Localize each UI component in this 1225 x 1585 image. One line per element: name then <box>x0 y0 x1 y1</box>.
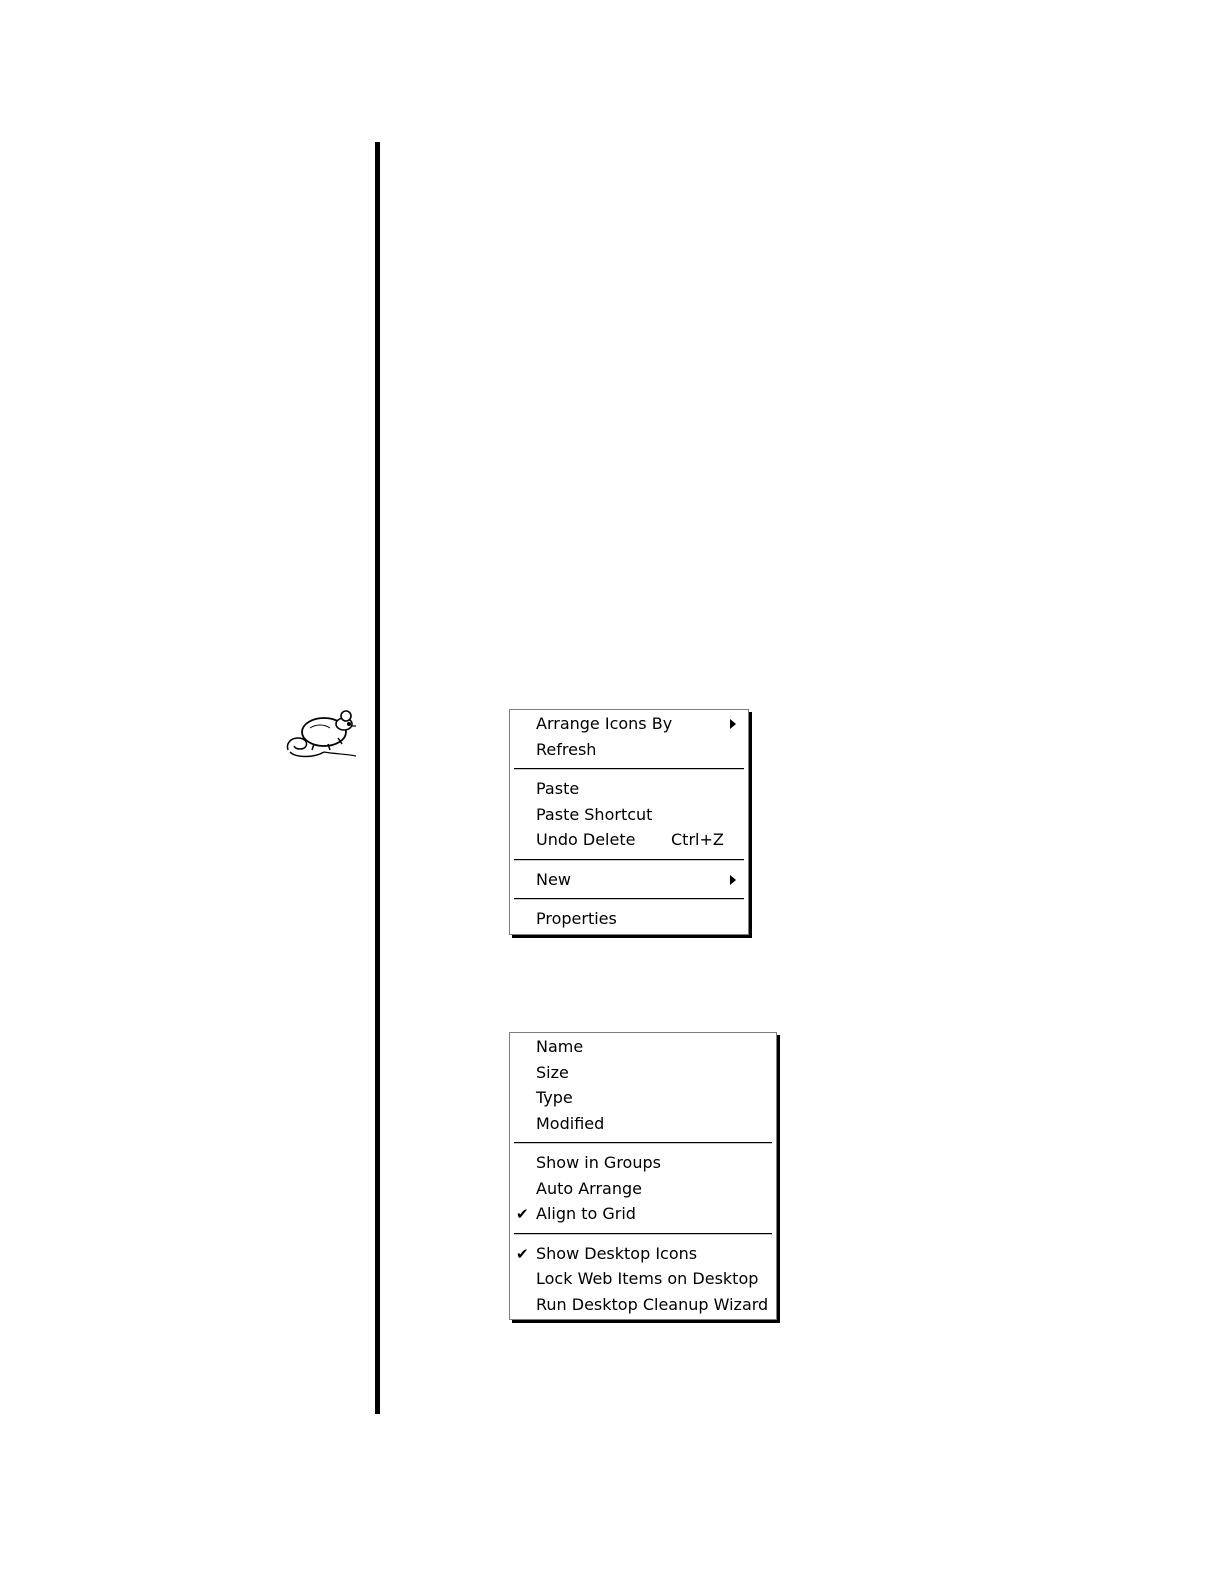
arrange-icons-submenu <box>509 1032 777 1320</box>
submenu-arrow-icon <box>730 875 736 885</box>
menu-item-show-in-groups[interactable]: Show in Groups <box>536 1153 661 1172</box>
menu-item-paste-shortcut[interactable]: Paste Shortcut <box>536 804 653 824</box>
menu-item-size[interactable]: Size <box>536 1062 569 1082</box>
menu-item-align-to-grid[interactable]: ✔ Align to Grid <box>510 1201 776 1227</box>
checkmark-icon: ✔ <box>516 1244 529 1263</box>
menu-separator <box>514 859 744 861</box>
menu-item-auto-arrange[interactable]: Auto Arrange <box>536 1178 642 1198</box>
menu-item-run-desktop-cleanup-wizard[interactable]: Run Desktop Cleanup Wizard <box>536 1294 769 1314</box>
menu-separator <box>514 768 744 770</box>
menu-separator <box>514 1142 772 1144</box>
submenu-arrow-icon <box>730 719 736 729</box>
menu-item-modified[interactable]: Modified <box>536 1113 605 1133</box>
menu-separator <box>514 898 744 900</box>
menu-item-name[interactable]: Name <box>536 1037 584 1056</box>
menu-separator <box>514 1233 772 1235</box>
menu-item-refresh[interactable]: Refresh <box>536 739 597 759</box>
desktop-context-menu <box>509 709 749 935</box>
menu-item-new[interactable]: New <box>510 867 748 893</box>
menu-item-show-desktop-icons[interactable]: ✔ Show Desktop Icons <box>510 1241 776 1267</box>
menu-item-arrange-icons-by[interactable]: Arrange Icons By <box>510 711 748 737</box>
margin-rule <box>375 142 380 1414</box>
mouse-icon <box>284 704 358 762</box>
shortcut-label: Ctrl+Z <box>671 830 724 849</box>
menu-item-undo-delete[interactable]: Undo Delete Ctrl+Z <box>510 827 748 853</box>
menu-item-paste[interactable]: Paste <box>536 779 580 798</box>
checkmark-icon: ✔ <box>516 1205 529 1223</box>
menu-item-type[interactable]: Type <box>536 1088 573 1107</box>
menu-item-properties[interactable]: Properties <box>536 909 617 928</box>
menu-item-lock-web-items[interactable]: Lock Web Items on Desktop <box>536 1269 759 1288</box>
